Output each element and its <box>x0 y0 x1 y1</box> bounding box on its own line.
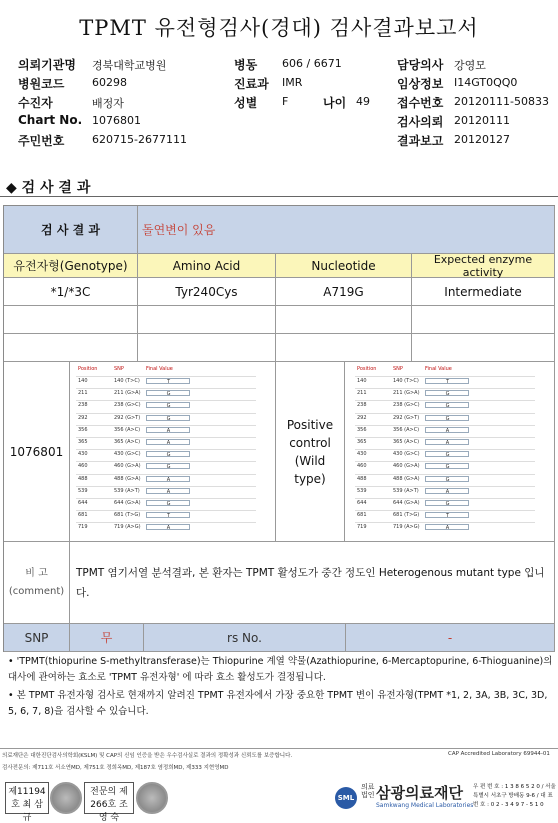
section-title: ◆ 검 사 결 과 <box>6 180 91 196</box>
snp-final-value: A <box>425 488 469 494</box>
doctor-value: 강영모 <box>454 59 486 72</box>
result-value: 돌연변이 있음 <box>138 206 555 254</box>
age-label: 나이 <box>323 96 347 110</box>
org-name: 삼광의료재단 <box>376 784 463 802</box>
genotype-value: *1/*3C <box>4 278 138 306</box>
snp-final-value: G <box>425 500 469 506</box>
snp-label: 644 (G>A) <box>393 500 420 506</box>
snp-label: 292 (G>T) <box>393 414 420 421</box>
snp-panel-patient-cell <box>70 362 276 542</box>
snp-final-value: G <box>146 415 190 421</box>
note-2: • 본 TPMT 유전자형 검사로 현재까지 알려진 TPMT 유전자에서 가장 중요한 TPMT 변이 유전자형(TPMT *1, 2, 3A, 3B, 3C, 3D, 5, 6, 7, 8)을 검사할 수 있습니다. <box>8 690 548 717</box>
snp-label: 140 (T>C) <box>393 378 419 384</box>
nucleotide-value: A719G <box>276 278 412 306</box>
sample-id: 1076801 <box>4 362 70 542</box>
result-label: 검 사 결 과 <box>4 206 138 254</box>
snp-panel-control <box>355 366 535 536</box>
snp-position: 211 <box>78 390 88 397</box>
snp-row <box>76 376 256 384</box>
chart-value: 1076801 <box>92 114 141 127</box>
hospital-label: 의뢰기관명 <box>18 58 76 72</box>
snp-final-value: A <box>146 476 190 482</box>
snp-position: 539 <box>78 487 88 494</box>
snp-position: 488 <box>357 475 367 482</box>
snp-row <box>355 474 535 482</box>
col-enzyme-activity: Expected enzyme activity <box>412 254 555 278</box>
snp-header: Position <box>78 366 98 372</box>
amino-acid-value: Tyr240Cys <box>138 278 276 306</box>
snp-label: 356 (A>C) <box>114 426 141 433</box>
snp-label: 488 (G>A) <box>114 475 141 482</box>
patient-value: 배정자 <box>92 97 124 110</box>
snp-position: 238 <box>78 402 88 409</box>
snp-panel-control-cell <box>345 362 555 542</box>
snp-position: 644 <box>78 500 88 506</box>
col-amino-acid: Amino Acid <box>138 254 276 278</box>
snp-final-value: G <box>425 415 469 421</box>
snp-label: SNP <box>4 624 70 652</box>
note-1: • 'TPMT(thiopurine S-methyltransferase)는 Thiopurine 계열 약물(Azathiopurine, 6-Mercaptopurine, 6-Thioguanine)의 대사에 관여하는 효소로 'TPMT 유전자형' 에 따라 효소 활성도가 결정됩니다. <box>8 656 553 683</box>
empty-cell <box>276 306 412 334</box>
snp-label: 365 (A>C) <box>393 439 420 445</box>
snp-row <box>76 388 256 396</box>
footer-cap: CAP Accredited Laboratory 69944-01 <box>448 751 550 757</box>
patient-label: 수진자 <box>18 96 53 110</box>
snp-final-value: A <box>146 488 190 494</box>
snp-row <box>76 461 256 469</box>
snp-position: 365 <box>78 439 88 445</box>
empty-cell <box>138 334 276 362</box>
snp-label: 292 (G>T) <box>114 414 141 421</box>
footer-accreditation: 의료재단은 대한진단검사의학회(KSLM) 및 CAP의 신임 인증을 받은 우수검사실로 결과의 정확성과 신뢰도를 보증합니다. <box>2 753 293 759</box>
snp-position: 488 <box>78 475 88 482</box>
rrn-value: 620715-2677111 <box>92 133 187 146</box>
license-stamp-2: 전문의 제266호 조 영 숙 <box>84 782 134 814</box>
snp-label: 681 (T>G) <box>114 512 141 519</box>
result-table <box>3 205 555 652</box>
org-prefix: 의료법인 <box>361 783 375 799</box>
request-label: 검사의뢰 <box>397 115 444 129</box>
snp-position: 292 <box>357 414 367 421</box>
sex-value: F <box>282 95 289 108</box>
snp-final-value: T <box>425 378 469 384</box>
snp-header: SNP <box>114 366 124 372</box>
snp-row <box>355 486 535 494</box>
snp-header: Final Value <box>146 366 173 372</box>
snp-label: 539 (A>T) <box>114 487 140 494</box>
snp-row <box>76 498 256 506</box>
snp-final-value: G <box>146 463 190 469</box>
snp-position: 719 <box>78 524 88 531</box>
snp-panel-patient <box>76 366 256 536</box>
snp-position: 430 <box>357 451 367 458</box>
snp-position: 460 <box>78 463 88 470</box>
seal-stamp-icon <box>50 782 82 814</box>
empty-cell <box>4 306 138 334</box>
snp-final-value: T <box>146 378 190 384</box>
ward-value: 606 / 6671 <box>282 57 342 70</box>
snp-header: SNP <box>393 366 403 372</box>
snp-final-value: G <box>146 500 190 506</box>
snp-row <box>355 425 535 433</box>
org-address: 우 편 번 호 : 1 3 8 6 5 2 0 / 서울특별시 서초구 방배동 9-6 / 대 표 번 호 : 0 2 - 3 4 9 7 - 5 1 0 <box>473 784 556 808</box>
snp-position: 356 <box>78 426 88 433</box>
snp-label: 356 (A>C) <box>393 426 420 433</box>
dept-label: 진료과 <box>234 77 269 91</box>
snp-position: 460 <box>357 463 367 470</box>
snp-row <box>355 522 535 530</box>
snp-label: 238 (G>C) <box>393 402 420 409</box>
snp-row <box>76 400 256 408</box>
snp-position: 356 <box>357 426 367 433</box>
snp-label: 430 (G>C) <box>114 451 141 458</box>
snp-header: Position <box>357 366 377 372</box>
snp-value: 무 <box>70 624 144 652</box>
snp-row <box>355 400 535 408</box>
section-divider <box>0 196 558 197</box>
snp-row <box>355 498 535 506</box>
empty-cell <box>138 306 276 334</box>
snp-row <box>355 510 535 518</box>
snp-final-value: A <box>146 439 190 445</box>
snp-final-value: A <box>146 427 190 433</box>
snp-final-value: G <box>146 402 190 408</box>
snp-row <box>355 461 535 469</box>
snp-position: 681 <box>78 512 88 519</box>
report-label: 결과보고 <box>397 134 444 148</box>
chart-label: Chart No. <box>18 113 83 127</box>
clinical-label: 임상정보 <box>397 77 444 91</box>
footer-pathologists: 검사전문의: 제711호 서소연MD, 제751호 정희옥MD, 제187호 염정희MD, 제333 지현영MD <box>2 765 229 771</box>
snp-position: 238 <box>357 402 367 409</box>
snp-position: 539 <box>357 487 367 494</box>
empty-cell <box>412 334 555 362</box>
snp-label: 211 (G>A) <box>393 390 420 397</box>
empty-cell <box>4 334 138 362</box>
snp-row <box>76 522 256 530</box>
report-value: 20120127 <box>454 133 510 146</box>
snp-row <box>76 449 256 457</box>
snp-final-value: T <box>146 512 190 518</box>
snp-label: 719 (A>G) <box>393 524 420 531</box>
sex-label: 성별 <box>234 96 258 110</box>
col-genotype: 유전자형(Genotype) <box>4 254 138 278</box>
snp-final-value: G <box>425 463 469 469</box>
accession-label: 접수번호 <box>397 96 444 110</box>
snp-label: 430 (G>C) <box>393 451 420 458</box>
snp-final-value: G <box>425 402 469 408</box>
snp-position: 644 <box>357 500 367 506</box>
snp-label: 365 (A>C) <box>114 439 141 445</box>
positive-control-label: Positive control (Wild type) <box>276 362 345 542</box>
snp-row <box>355 376 535 384</box>
code-label: 병원코드 <box>18 77 65 91</box>
snp-final-value: G <box>425 390 469 396</box>
snp-row <box>76 437 256 445</box>
snp-row <box>76 510 256 518</box>
snp-row <box>355 388 535 396</box>
snp-row <box>76 486 256 494</box>
snp-header: Final Value <box>425 366 452 372</box>
doctor-label: 담당의사 <box>397 58 444 72</box>
snp-position: 211 <box>357 390 367 397</box>
snp-final-value: A <box>425 427 469 433</box>
code-value: 60298 <box>92 76 127 89</box>
footer-divider <box>0 748 558 749</box>
snp-final-value: A <box>425 439 469 445</box>
license-stamp-1: 제11194호 최 삼 규 <box>5 782 49 814</box>
snp-label: 488 (G>A) <box>393 475 420 482</box>
snp-final-value: G <box>425 451 469 457</box>
snp-row <box>355 449 535 457</box>
enzyme-activity-value: Intermediate <box>412 278 555 306</box>
snp-final-value: A <box>146 524 190 530</box>
hospital-value: 경북대학교병원 <box>92 59 167 72</box>
accession-value: 20120111-50833 <box>454 95 549 108</box>
dept-value: IMR <box>282 76 303 89</box>
org-name-en: Samkwang Medical Laboratories <box>376 802 474 809</box>
rs-value: - <box>346 624 555 652</box>
org-logo-icon: SML <box>335 787 357 809</box>
snp-final-value: A <box>425 524 469 530</box>
request-value: 20120111 <box>454 114 510 127</box>
snp-row <box>76 474 256 482</box>
snp-label: 460 (G>A) <box>114 463 141 470</box>
snp-position: 365 <box>357 439 367 445</box>
snp-position: 681 <box>357 512 367 519</box>
empty-cell <box>276 334 412 362</box>
age-value: 49 <box>356 95 370 108</box>
snp-final-value: G <box>146 451 190 457</box>
snp-label: 539 (A>T) <box>393 487 419 494</box>
comment-label: 비 고 (comment) <box>4 542 70 624</box>
rs-label: rs No. <box>144 624 346 652</box>
snp-position: 719 <box>357 524 367 531</box>
snp-row <box>355 437 535 445</box>
snp-position: 140 <box>78 378 88 384</box>
snp-row <box>76 425 256 433</box>
ward-label: 병동 <box>234 58 258 72</box>
clinical-value: I14GT0QQ0 <box>454 76 518 89</box>
snp-position: 140 <box>357 378 367 384</box>
snp-final-value: T <box>425 512 469 518</box>
snp-label: 460 (G>A) <box>393 463 420 470</box>
snp-label: 211 (G>A) <box>114 390 141 397</box>
snp-position: 292 <box>78 414 88 421</box>
snp-final-value: G <box>425 476 469 482</box>
snp-label: 140 (T>C) <box>114 378 140 384</box>
snp-label: 644 (G>A) <box>114 500 141 506</box>
snp-label: 238 (G>C) <box>114 402 141 409</box>
rrn-label: 주민번호 <box>18 134 65 148</box>
page-title: TPMT 유전형검사(경대) 검사결과보고서 <box>79 16 479 40</box>
snp-label: 719 (A>G) <box>114 524 141 531</box>
snp-position: 430 <box>78 451 88 458</box>
snp-final-value: G <box>146 390 190 396</box>
snp-label: 681 (T>G) <box>393 512 420 519</box>
col-nucleotide: Nucleotide <box>276 254 412 278</box>
comment-text: TPMT 염기서열 분석결과, 본 환자는 TPMT 활성도가 중간 정도인 Heterogenous mutant type 입니다. <box>70 542 555 624</box>
snp-row <box>355 413 535 421</box>
empty-cell <box>412 306 555 334</box>
snp-row <box>76 413 256 421</box>
seal-stamp-icon <box>136 782 168 814</box>
